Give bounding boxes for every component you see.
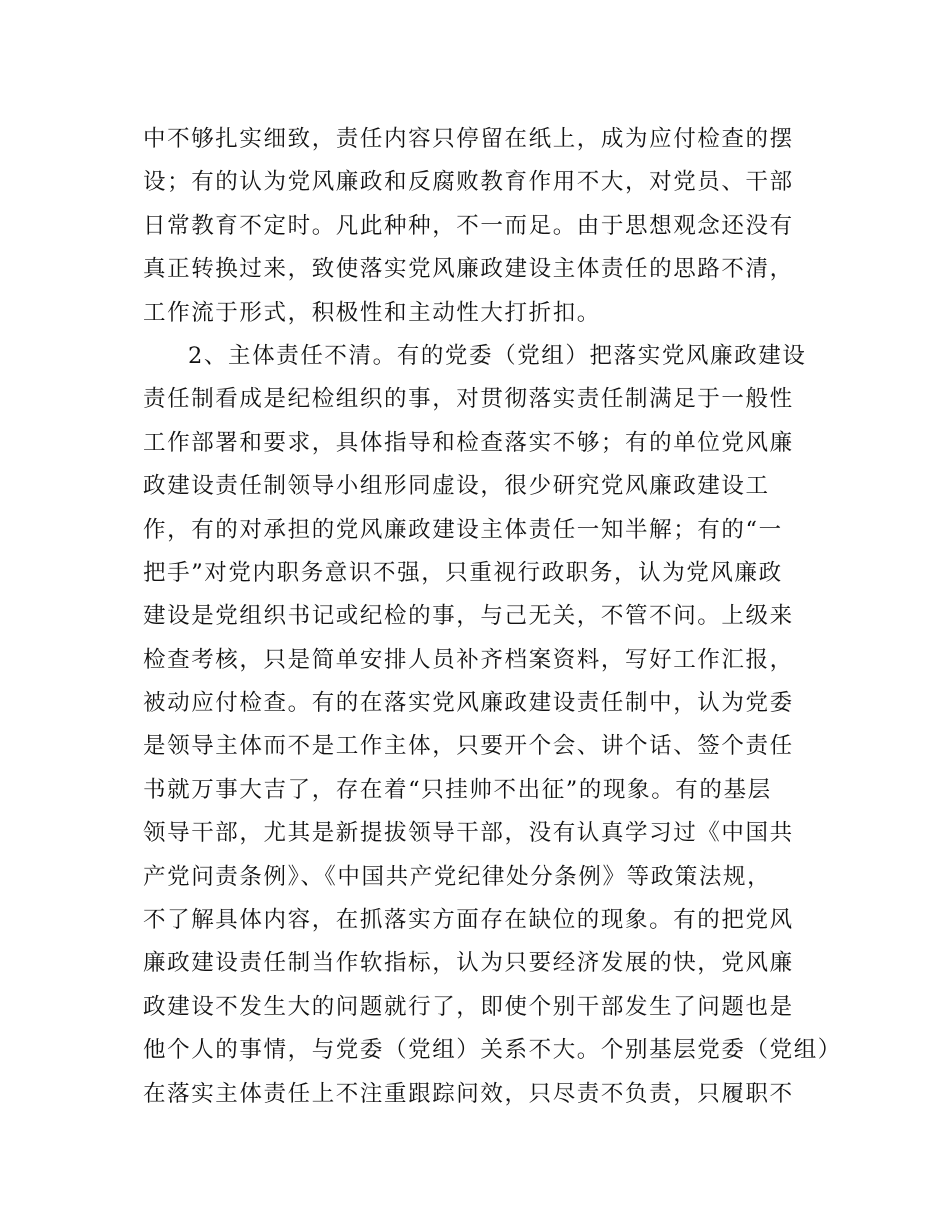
text-line: 工作流于形式，积极性和主动性大打折扣。 xyxy=(143,299,601,326)
text-line: 产党问责条例》、《中国共产党纪律处分条例》等政策法规， xyxy=(143,863,772,890)
text-line: 责任制看成是纪检组织的事，对贯彻落实责任制满足于一般性 xyxy=(143,386,794,413)
text-line: 政建设不发生大的问题就行了，即使个别干部发生了问题也是 xyxy=(143,993,794,1020)
text-line: 设；有的认为党风廉政和反腐败教育作用不大，对党员、干部 xyxy=(143,169,794,196)
text-line: 政建设责任制领导小组形同虚设，很少研究党风廉政建设工 xyxy=(143,473,770,500)
text-line: 不了解具体内容，在抓落实方面存在缺位的现象。有的把党风 xyxy=(143,907,794,934)
text-line: 廉政建设责任制当作软指标，认为只要经济发展的快，党风廉 xyxy=(143,950,794,977)
text-line: 建设是党组织书记或纪检的事，与己无关，不管不问。上级来 xyxy=(143,603,794,630)
text-line: 在落实主体责任上不注重跟踪问效，只尽责不负责，只履职不 xyxy=(143,1080,794,1107)
text-line: 作，有的对承担的党风廉政建设主体责任一知半解；有的“一 xyxy=(143,516,783,543)
text-line: 真正转换过来，致使落实党风廉政建设主体责任的思路不清， xyxy=(143,256,794,283)
text-line: 工作部署和要求，具体指导和检查落实不够；有的单位党风廉 xyxy=(143,429,794,456)
text-line: 他个人的事情，与党委（党组）关系不大。个别基层党委（党组） xyxy=(143,1037,842,1064)
paragraph-start-line: 2、主体责任不清。有的党委（党组）把落实党风廉政建设 xyxy=(188,342,807,369)
text-line: 日常教育不定时。凡此种种，不一而足。由于思想观念还没有 xyxy=(143,212,794,239)
body-text xyxy=(143,118,842,1116)
text-line: 是领导主体而不是工作主体，只要开个会、讲个话、签个责任 xyxy=(143,733,794,760)
text-line: 书就万事大吉了，存在着“只挂帅不出征”的现象。有的基层 xyxy=(143,776,772,803)
text-line: 中不够扎实细致，责任内容只停留在纸上，成为应付检查的摆 xyxy=(143,126,794,152)
text-line: 被动应付检查。有的在落实党风廉政建设责任制中，认为党委 xyxy=(143,690,794,717)
text-line: 领导干部，尤其是新提拔领导干部，没有认真学习过《中国共 xyxy=(143,820,794,847)
text-line: 把手”对党内职务意识不强，只重视行政职务，认为党风廉政 xyxy=(143,559,783,586)
text-line: 检查考核，只是简单安排人员补齐档案资料，写好工作汇报， xyxy=(143,646,794,673)
